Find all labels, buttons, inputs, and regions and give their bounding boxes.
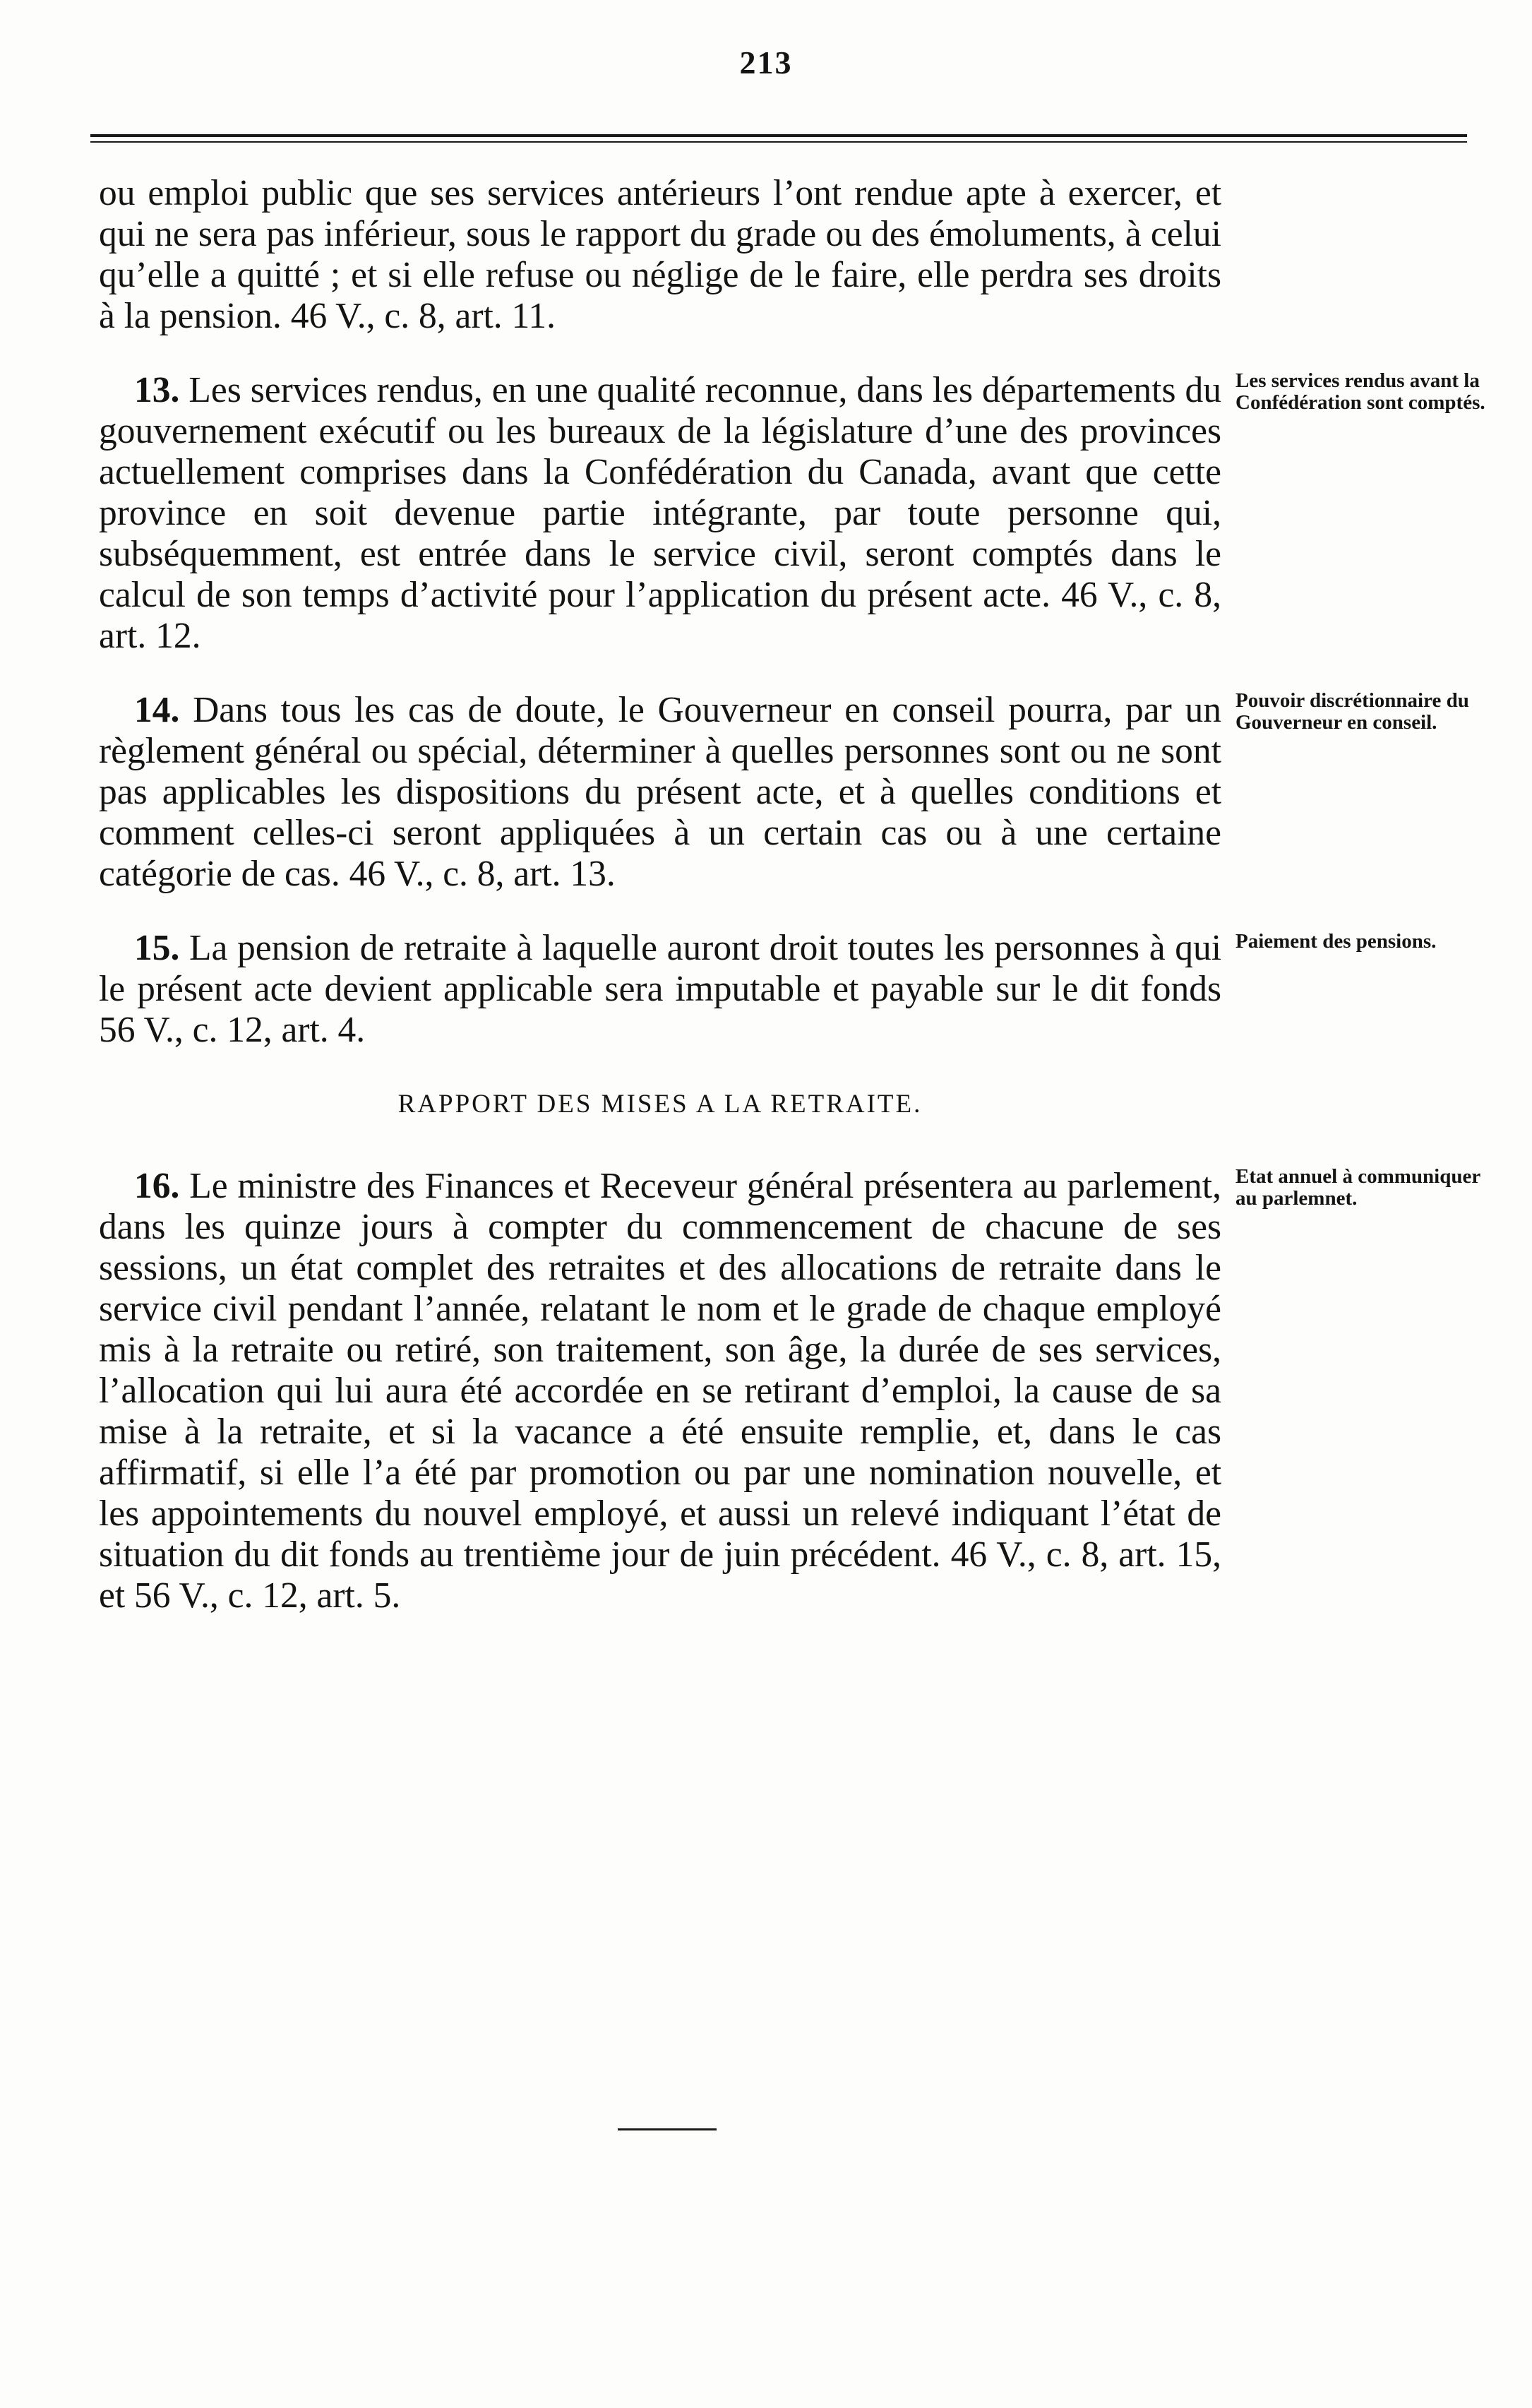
margin-note-16: Etat annuel à communiquer au parlemnet.: [1235, 1165, 1480, 1210]
article-number: 16.: [134, 1166, 180, 1206]
paragraph-text: La pension de retraite à laquelle auront droit toutes les personnes à qui le présent acte devient applicable sera imputable et payable sur le dit fonds 56 V., c. 12, art. 4.: [99, 928, 1222, 1050]
page-number: 213: [739, 44, 793, 81]
paragraph-16: [99, 1165, 1480, 1616]
paragraph-text: Dans tous les cas de doute, le Gouverneur en conseil pourra, par un règlement général ou spécial, déterminer à quelles personnes sont ou ne sont pas applicables les dispositions du présent acte, et à quelles conditions et comment celles-ci seront appliquées à un certain cas ou à une certaine catégorie de cas. 46 V., c. 8, art. 13.: [99, 690, 1221, 894]
margin-note-14: Pouvoir discrétionnaire du Gouverneur en conseil.: [1235, 689, 1469, 734]
paragraph-text: ou emploi public que ses services antérieurs l’ont rendue apte à exercer, et qui ne sera pas inférieur, sous le rapport du grade ou des émoluments, à celui qu’elle a quitté ; et si elle refuse ou néglige de le faire, elle perdra ses droits à la pension. 46 V., c. 8, art. 11.: [99, 173, 1221, 336]
margin-note-13: Les services rendus avant la Confédération sont comptés.: [1235, 369, 1485, 414]
paragraph-14: [99, 689, 1469, 895]
paragraph-continuation: [99, 173, 1221, 337]
paragraph-text: Le ministre des Finances et Receveur général présentera au parlement, dans les quinze jours à compter du commencement de chacune de ses sessions, un état complet des retraites et des allocations de retraite dans le service civil pendant l’année, relatant le nom et le grade de chaque employé mis à la retraite ou retiré, son traitement, son âge, la durée de ses services, l’allocation qui lui aura été accordée en se retirant d’emploi, la cause de sa mise à la retraite, et si la vacance a été ensuite remplie, et, dans le cas affirmatif, si elle l’a été par promotion ou par une nomination nouvelle, et les appointements du nouvel employé, et aussi un relevé indiquant l’état de situation du dit fonds au trentième jour de juin précédent. 46 V., c. 8, art. 15, et 56 V., c. 12, art. 5.: [99, 1166, 1221, 1616]
paragraph-15: [99, 928, 1437, 1051]
page-body: [99, 173, 1485, 1650]
footer-rule: [618, 2128, 717, 2130]
article-number: 13.: [134, 370, 180, 410]
section-heading: RAPPORT DES MISES A LA RETRAITE.: [397, 1090, 923, 1119]
margin-note-15: Paiement des pensions.: [1235, 930, 1437, 953]
paragraph-text: Les services rendus, en une qualité reconnue, dans les départements du gouvernement exécutif ou les bureaux de la législature d’une des provinces actuellement comprises dans la Confédération du Canada, avant que cette province en soit devenue partie intégrante, par toute personne qui, subséquemment, est entrée dans le service civil, seront comptés dans le calcul de son temps d’activité pour l’application du présent acte. 46 V., c. 8, art. 12.: [99, 370, 1222, 656]
article-number: 15.: [134, 928, 180, 968]
header-double-rule: [90, 134, 1467, 150]
paragraph-13: [99, 369, 1485, 657]
article-number: 14.: [134, 690, 180, 730]
